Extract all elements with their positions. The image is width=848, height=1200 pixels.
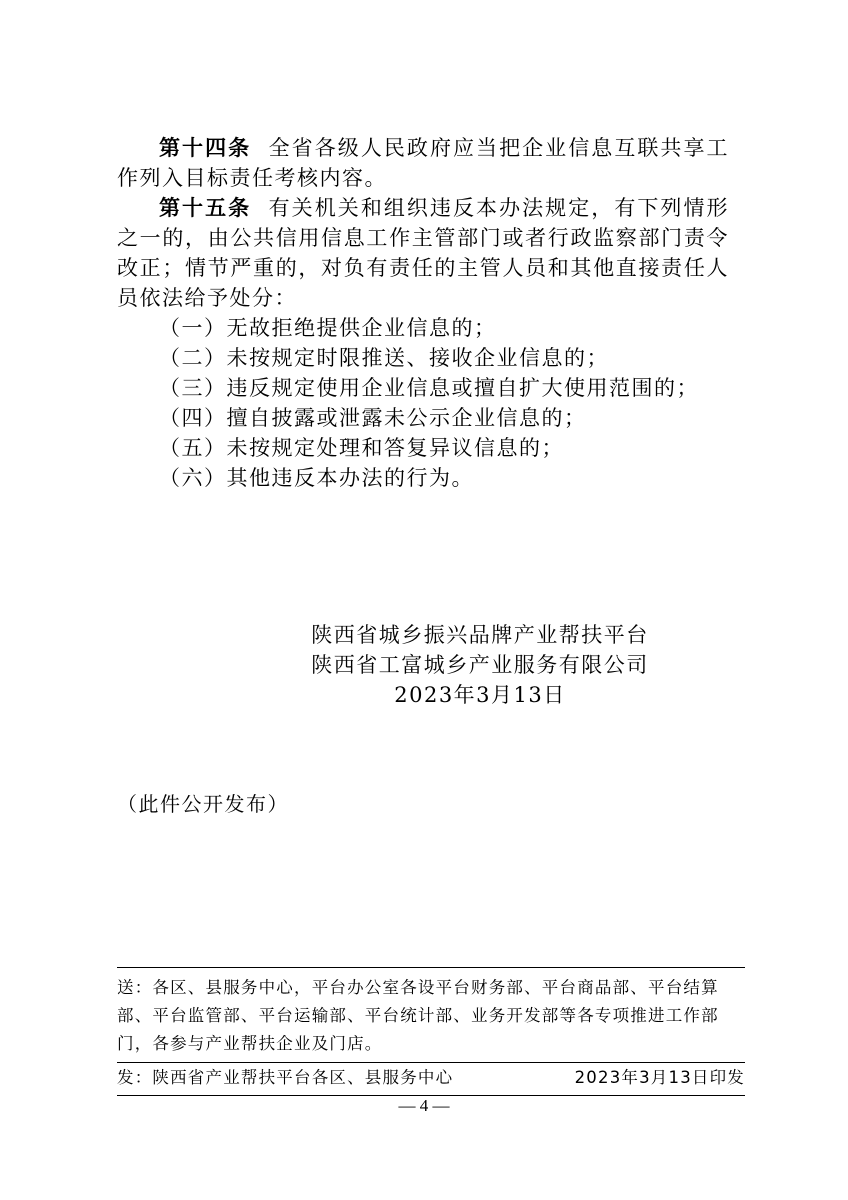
list-item: （三）违反规定使用企业信息或擅自扩大使用范围的； xyxy=(159,376,699,400)
issue-row xyxy=(117,1063,745,1095)
list-item: （一）无故拒绝提供企业信息的； xyxy=(159,316,497,340)
issue-date: 2023年3月13日 xyxy=(394,683,566,707)
issuer-org-1: 陕西省城乡振兴品牌产业帮扶平台 xyxy=(311,623,649,647)
article-14 xyxy=(117,133,729,193)
cc-list: 送：各区、县服务中心，平台办公室各设平台财务部、平台商品部、平台结算部、平台监管部、平台运输部、平台统计部、业务开发部等各专项推进工作部门，各参与产业帮扶企业及门店。 xyxy=(117,978,719,1053)
article-15 xyxy=(117,193,729,313)
list-item: （六）其他违反本办法的行为。 xyxy=(159,466,474,490)
issuer-org-2: 陕西省工富城乡产业服务有限公司 xyxy=(311,653,649,677)
article-body xyxy=(117,133,729,493)
issued-by: 发：陕西省产业帮扶平台各区、县服务中心 xyxy=(117,1068,454,1087)
article-label: 第十五条 xyxy=(159,195,252,220)
list-item: （二）未按规定时限推送、接收企业信息的； xyxy=(159,346,609,370)
issuer-block xyxy=(230,620,730,710)
page-number: — 4 — xyxy=(398,1096,450,1115)
article-text: 有关机关和组织违反本办法规定，有下列情形之一的，由公共信用信息工作主管部门或者行政监察部门责令改正；情节严重的，对负有责任的主管人员和其他直接责任人员依法给予处分： xyxy=(117,196,730,310)
article-label: 第十四条 xyxy=(159,135,252,160)
list-item: （五）未按规定处理和答复异议信息的； xyxy=(159,436,564,460)
printed-date: 2023年3月13日印发 xyxy=(574,1068,745,1087)
disclosure-note: （此件公开发布） xyxy=(117,792,289,816)
list-item: （四）擅自披露或泄露未公示企业信息的； xyxy=(159,406,587,430)
article-text: 全省各级人民政府应当把企业信息互联共享工作列入目标责任考核内容。 xyxy=(117,136,730,190)
distribution-block xyxy=(117,967,745,1096)
